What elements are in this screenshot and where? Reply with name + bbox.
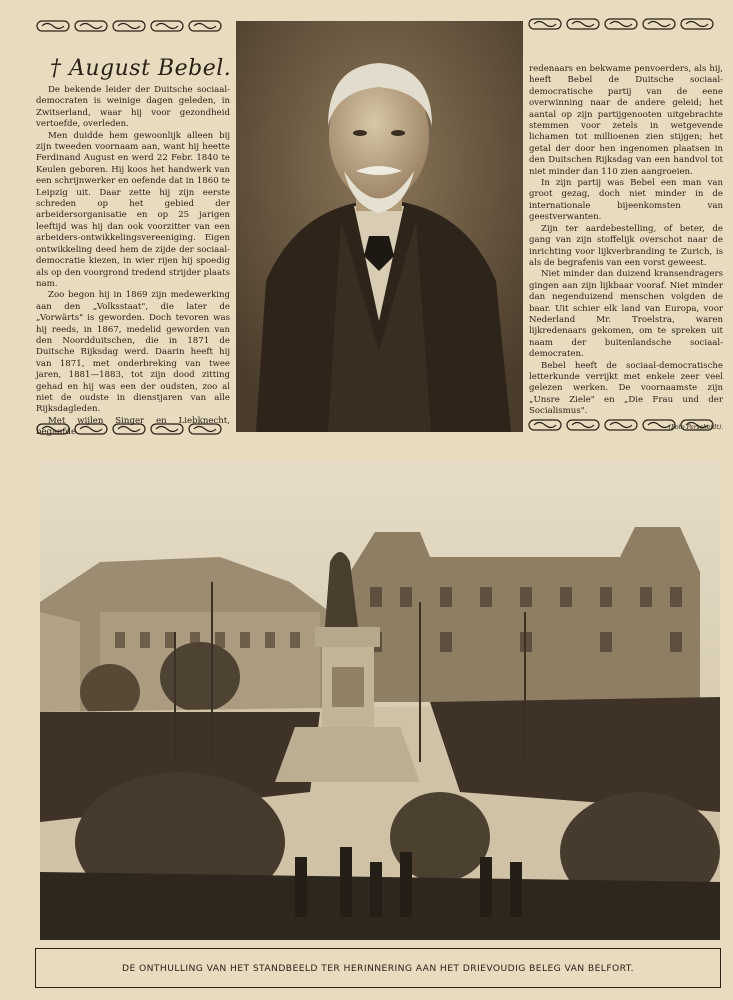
scroll-ornament-icon	[680, 18, 714, 30]
paragraph: Zoo begon hij in 1869 zijn medewerking aan den „Volksstaat", die later de „Vorwärts" is geworden. Doch tevoren was hij reeds, in 1867, medelid geworden van den Noordduitschen, die in 1871 de Duitsche Rijksdag werd. Daarin heeft hij van 1871, met onderbreking van twee jaren, 1881—1883, tot zijn dood zitting gehad en hij was een der oudsten, zoo al niet de oudste in dienstjaren van alle Rijksdagleden.	[36, 290, 230, 415]
portrait-photo	[236, 21, 523, 432]
scroll-ornament-icon	[74, 20, 108, 32]
paragraph: Men duidde hem gewoonlijk alleen bij zijn tweeden voornaam aan, want hij heette Ferdinand August en werd 22 Febr. 1840 te Keulen geboren. Hij koos het handwerk van een schrijnwerker en oefende dat in 1860 te Leipzig uit. Daar zette hij zijn eerste schreden op het gebied der arbeidersorganisatie en op 25 jarigen leeftijd was hij dan ook voorzitter van een arbeiders-ontwikkelingsvereeniging. Eigen ontwikkeling deed hem de zijde der sociaal-democratie kiezen, in wier rijen hij spoedig als op den voorgrond tredend strijder plaats nam.	[36, 130, 230, 289]
article-column-right	[529, 64, 723, 433]
scroll-ornament-icon	[566, 18, 600, 30]
paragraph: Met wijlen Singer en Liebknecht, begaafde	[36, 415, 230, 438]
photo-caption-box	[35, 948, 721, 988]
scroll-ornament-icon	[36, 20, 70, 32]
photo-caption: DE ONTHULLING VAN HET STANDBEELD TER HERINNERING AAN HET DRIEVOUDIG BELEG VAN BELFORT.	[122, 962, 634, 974]
scroll-ornament-icon	[528, 18, 562, 30]
paragraph: redenaars en bekwame penvoerders, als hij, heeft Bebel de Duitsche sociaal-democratische partij van de eene overwinning naar de andere geleid; het aantal op zijn partijgenooten uitgebrachte stemmen voor zetels in wetgevende lichamen tot millioenen zien stijgen; het getal der door hen ingenomen plaatsen in den Duitschen Rijksdag van een handvol tot niet minder dan 110 zien aangroeien.	[529, 64, 723, 177]
ornament-top-right	[528, 18, 714, 32]
paragraph: In zijn partij was Bebel een man van groot gezag, doch niet minder in de internationale bijeenkomsten van geestverwanten.	[529, 178, 723, 223]
photo-credit: (Foto Perscheidt).	[668, 423, 723, 431]
crowd-square-illustration	[40, 462, 720, 940]
scroll-ornament-icon	[188, 20, 222, 32]
scroll-ornament-icon	[604, 18, 638, 30]
article-title: † August Bebel.	[50, 56, 232, 81]
paragraph: Niet minder dan duizend kransendragers gingen aan zijn lijkbaar vooraf. Niet minder dan negenduizend menschen volgden de baar. Uit schier elk land van Europa, voor Nederland Mr. Troelstra, waren lijkredenaars gekomen, om te spreken uit naam der buitenlandsche sociaal-democraten.	[529, 269, 723, 360]
portrait-illustration	[236, 21, 523, 432]
monument-unveiling-photo	[40, 462, 720, 940]
paragraph: Zijn ter aardebestelling, of beter, de gang van zijn stoffelijk overschot naar de inrichting voor lijkverbranding te Zurich, is als de begrafenis van een vorst geweest.	[529, 223, 723, 268]
paragraph: Bebel heeft de sociaal-democratische letterkunde verrijkt met enkele zeer veel gelezen werken. De voornaamste zijn „Unsre Ziele" en „Die Frau und der Socialismus".	[529, 360, 723, 417]
paragraph: De bekende leider der Duitsche sociaal-democraten is weinige dagen geleden, in Zwitserland, waar hij voor gezondheid vertoefde, overleden.	[36, 85, 230, 130]
ornament-top-left	[36, 20, 222, 34]
scroll-ornament-icon	[112, 20, 146, 32]
scroll-ornament-icon	[642, 18, 676, 30]
article-column-left	[36, 85, 230, 439]
scroll-ornament-icon	[150, 20, 184, 32]
